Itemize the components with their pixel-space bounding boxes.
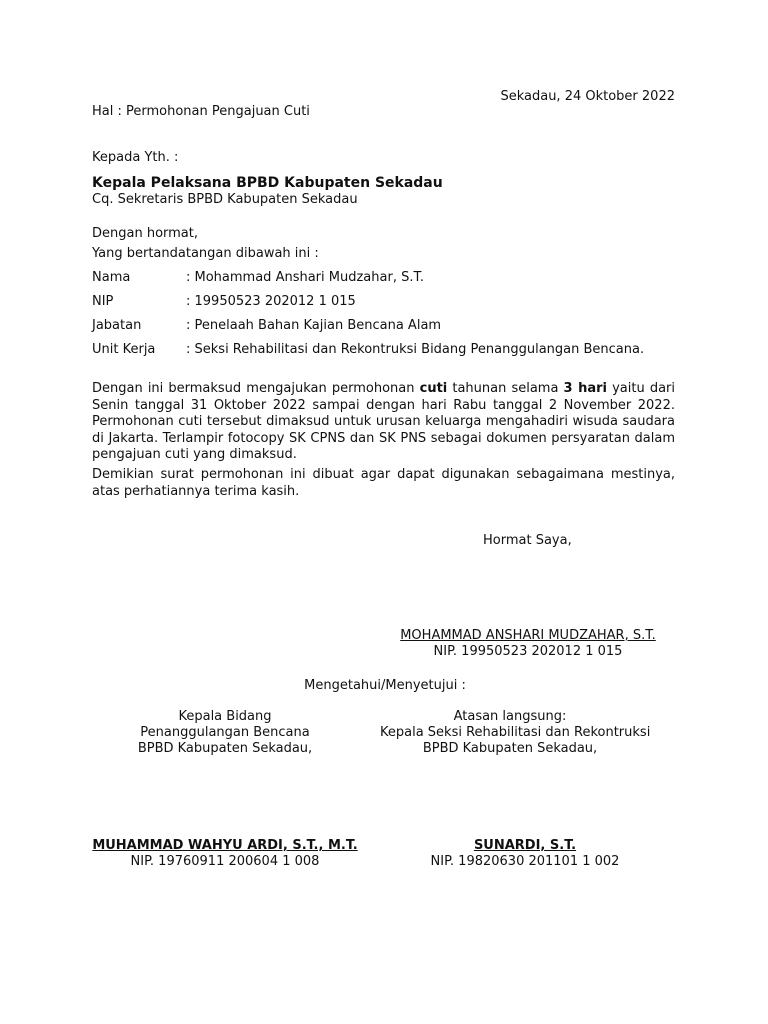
approver-right-signature-block <box>410 838 640 870</box>
approver-right-line3: BPBD Kabupaten Sekadau, <box>422 741 598 756</box>
field-value-jabatan: : Penelaah Bahan Kajian Bencana Alam <box>186 318 442 333</box>
field-label-unit-kerja: Unit Kerja <box>92 342 156 357</box>
approver-left-title-block <box>115 709 335 757</box>
approver-left-name: MUHAMMAD WAHYU ARDI, S.T., M.T. <box>92 838 358 853</box>
approver-right-line1: Atasan langsung: <box>453 709 567 724</box>
applicant-nip: NIP. 19950523 202012 1 015 <box>433 644 623 659</box>
approver-left-line3: BPBD Kabupaten Sekadau, <box>137 741 313 756</box>
body-paragraph-1-bold-cuti: cuti <box>419 381 448 396</box>
body-paragraph-1-part2: tahunan selama <box>447 381 564 396</box>
greeting: Dengan hormat, <box>92 226 199 241</box>
applicant-name: MOHAMMAD ANSHARI MUDZAHAR, S.T. <box>400 628 656 643</box>
intro-line: Yang bertandatangan dibawah ini : <box>92 246 319 261</box>
approver-right-line2: Kepala Seksi Rehabilitasi dan Rekontruksi <box>380 725 651 740</box>
subject-line: Hal : Permohonan Pengajuan Cuti <box>92 104 310 119</box>
approver-right-title-block <box>380 709 651 757</box>
recipient: Kepala Pelaksana BPBD Kabupaten Sekadau <box>92 175 443 191</box>
approver-right-name: SUNARDI, S.T. <box>473 838 577 853</box>
body-paragraph-1-bold-duration: 3 hari <box>563 381 607 396</box>
place-date: Sekadau, 24 Oktober 2022 <box>500 89 675 104</box>
cc-line: Cq. Sekretaris BPBD Kabupaten Sekadau <box>92 192 358 207</box>
approver-left-nip: NIP. 19760911 200604 1 008 <box>130 854 320 869</box>
field-value-nama: : Mohammad Anshari Mudzahar, S.T. <box>186 270 424 285</box>
field-label-nama: Nama <box>92 270 131 285</box>
to-prefix: Kepada Yth. : <box>92 150 179 165</box>
approver-left-signature-block <box>80 838 370 870</box>
body-paragraph-1 <box>92 381 675 464</box>
field-value-unit-kerja: : Seksi Rehabilitasi dan Rekontruksi Bidang Penanggulangan Bencana. <box>186 342 645 357</box>
body-paragraph-1-part3: yaitu dari Senin tanggal 31 Oktober 2022 sampai dengan hari Rabu tanggal 2 November 2022. Permohonan cuti tersebut dimaksud untuk urusan keluarga mengahadiri wisuda saudara di Jakarta. Terlampir fotocopy SK CPNS dan SK PNS sebagai dokumen persyaratan dalam pengajuan cuti yang dimaksud. <box>92 381 675 462</box>
closing-salutation: Hormat Saya, <box>483 533 572 548</box>
applicant-signature-block <box>350 628 706 660</box>
body-paragraph-2: Demikian surat permohonan ini dibuat agar dapat digunakan sebagaimana mestinya, atas perhatiannya terima kasih. <box>92 467 675 499</box>
field-label-jabatan: Jabatan <box>92 318 142 333</box>
field-value-nip: : 19950523 202012 1 015 <box>186 294 356 309</box>
field-label-nip: NIP <box>92 294 114 309</box>
body-paragraph-1-part1: Dengan ini bermaksud mengajukan permohonan <box>92 381 420 396</box>
approver-left-line1: Kepala Bidang <box>178 709 272 724</box>
acknowledgement-label: Mengetahui/Menyetujui : <box>304 678 466 693</box>
approver-right-nip: NIP. 19820630 201101 1 002 <box>430 854 620 869</box>
approver-left-line2: Penanggulangan Bencana <box>140 725 310 740</box>
